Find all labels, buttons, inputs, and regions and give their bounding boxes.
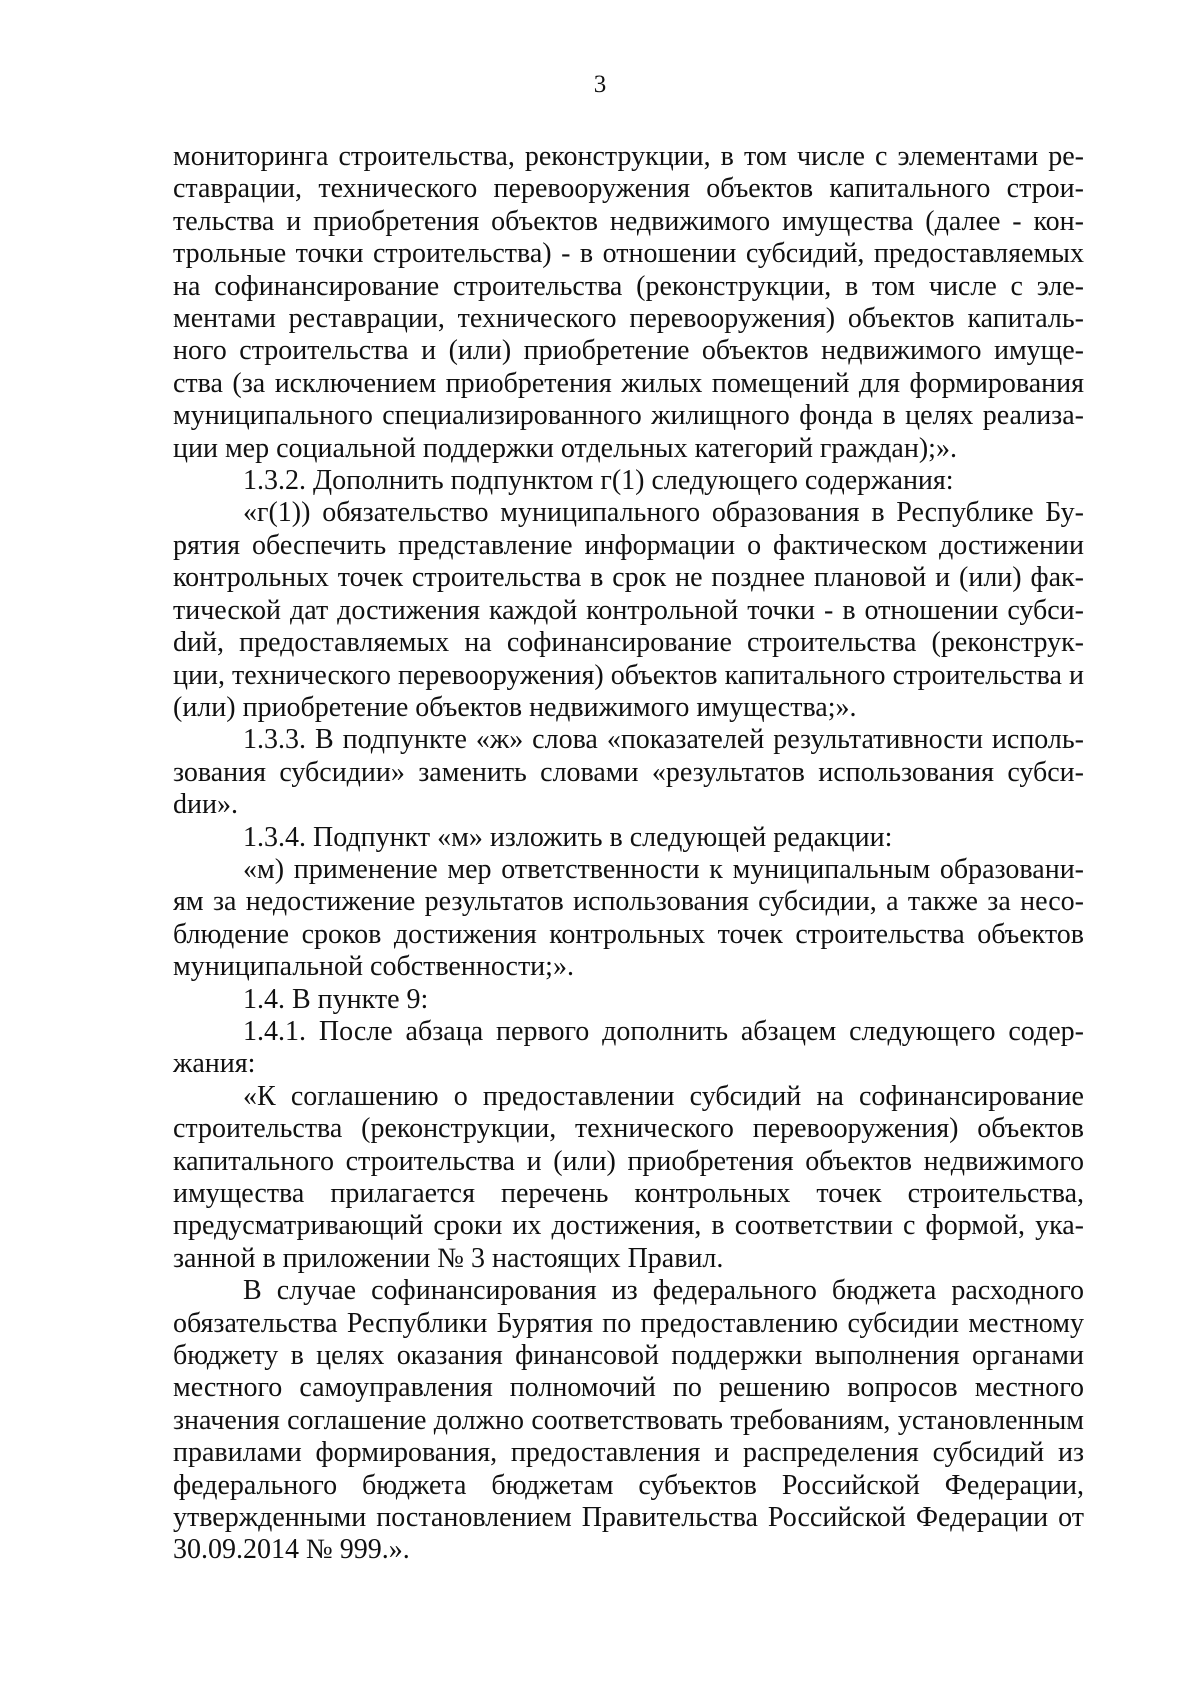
- paragraph-8: 1.4.1. После абзаца первого дополнить абзацем следующего содержания:: [173, 1015, 1084, 1080]
- paragraph-4: 1.3.3. В подпункте «ж» слова «показателей результативности использования субсидии» заменить словами «результатов использования субсиdии».: [173, 724, 1084, 821]
- paragraph-9: «К соглашению о предоставлении субсидий на софинансирование строительства (реконструкции, технического перевооружения) объектов капитального строительства и (или) приобретения объектов недвижимого имущества прилагается перечень контрольных точек строительства, предусматривающий сроки их достижения, в соответствии с формой, указанной в приложении № 3 настоящих Правил.: [173, 1080, 1084, 1274]
- page-number: 3: [593, 71, 607, 98]
- document-body: [173, 141, 1084, 1567]
- paragraph-2: 1.3.2. Дополнить подпунктом г(1) следующего содержания:: [243, 465, 954, 497]
- paragraph-7: 1.4. В пункте 9:: [243, 983, 429, 1015]
- paragraph-10: В случае софинансирования из федерального бюджета расходного обязательства Республики Бурятия по предоставлению субсидии местному бюджету в целях оказания финансовой поддержки выполнения органами местного самоуправления полномочий по решению вопросов местного значения соглашение должно соответствовать требованиям, установленным правилами формирования, предоставления и распределения субсидий из федерального бюджета бюджетам субъектов Российской Федерации, утвержденными постановлением Правительства Российской Федерации от 30.09.2014 № 999.».: [173, 1275, 1084, 1566]
- paragraph-6: «м) применение мер ответственности к муниципальным образованиям за недостижение результатов использования субсидии, а также за несоблюдение сроков достижения контрольных точек строительства объектов муниципальной собственности;».: [173, 853, 1084, 983]
- paragraph-1: мониторинга строительства, реконструкции, в том числе с элементами реставрации, технического перевооружения объектов капитального строительства и приобретения объектов недвижимого имущества (далее - контрольные точки строительства) - в отношении субсидий, предоставляемых на софинансирование строительства (реконструкции, в том числе с элементами реставрации, технического перевооружения) объектов капитального строительства и (или) приобретение объектов недвижимого имущества (за исключением приобретения жилых помещений для формирования муниципального специализированного жилищного фонда в целях реализации мер социальной поддержки отдельных категорий граждан);».: [173, 141, 1084, 464]
- paragraph-5: 1.3.4. Подпункт «м» изложить в следующей редакции:: [243, 821, 893, 853]
- paragraph-3: «г(1)) обязательство муниципального образования в Республике Бурятия обеспечить представление информации о фактическом достижении контрольных точек строительства в срок не позднее плановой и (или) фактической дат достижения каждой контрольной точки - в отношении субсиdий, предоставляемых на софинансирование строительства (реконструкции, технического перевооружения) объектов капитального строительства и (или) приобретение объектов недвижимого имущества;».: [173, 497, 1084, 723]
